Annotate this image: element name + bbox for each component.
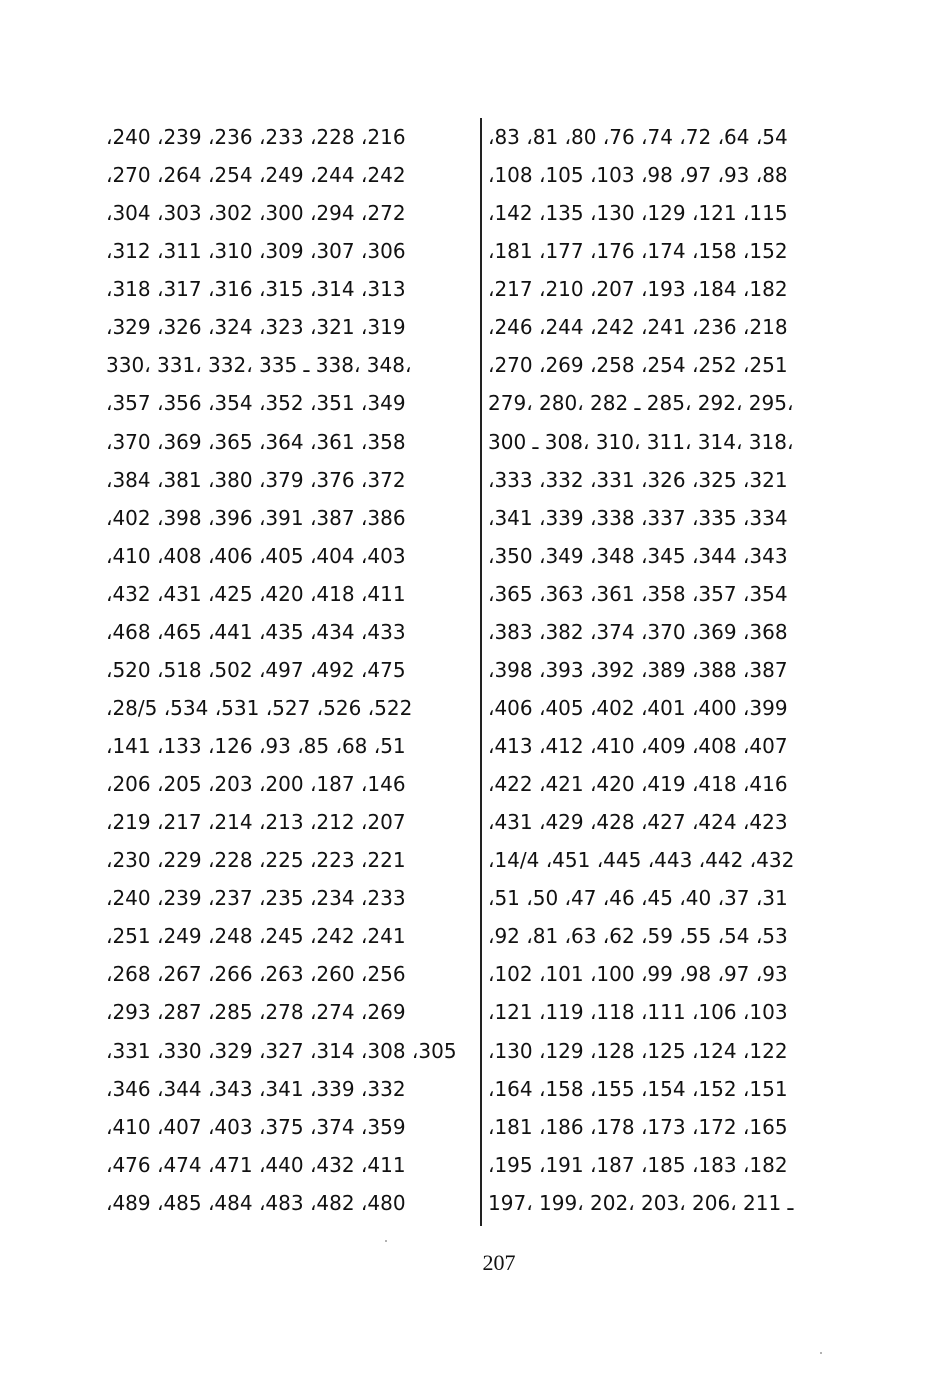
index-line: ،141 ،133 ،126 ،93 ،85 ،68 ،51: [106, 734, 406, 758]
index-line: ،402 ،398 ،396 ،391 ،387 ،386: [106, 505, 406, 530]
index-line: ،14/4 ،451 ،445 ،443 ،442 ،432: [488, 848, 795, 873]
scan-speck: [820, 1352, 822, 1354]
index-line: ،293 ،287 ،285 ،278 ،274 ،269: [106, 1000, 406, 1025]
index-line: ،329 ،326 ،324 ،323 ،321 ،319: [106, 315, 406, 340]
index-line: ،240 ،239 ،236 ،233 ،228 ،216: [106, 125, 406, 149]
index-line: ،384 ،381 ،380 ،379 ،376 ،372: [106, 467, 406, 492]
column-divider: [480, 118, 482, 1226]
index-line: ،240 ،239 ،237 ،235 ،234 ،233: [106, 886, 406, 911]
page-number: 207: [482, 1250, 516, 1275]
index-line: ،268 ،267 ،266 ،263 ،260 ،256: [106, 962, 406, 987]
index-line: ،431 ،429 ،428 ،427 ،424 ،423: [488, 810, 788, 835]
index-line: ،28/5 ،534 ،531 ،527 ،526 ،522: [106, 695, 413, 720]
right-index-column: [488, 118, 838, 1222]
index-line: ،164 ،158 ،155 ،154 ،152 ،151: [488, 1076, 788, 1101]
index-line: ،333 ،332 ،331 ،326 ،325 ،321: [488, 467, 788, 492]
index-line: ،251 ،249 ،248 ،245 ،242 ،241: [106, 924, 406, 949]
scan-speck: [385, 1240, 387, 1242]
index-line: ـ 211 ،206 ،203 ،202 ،199 ،197: [488, 1190, 794, 1215]
index-line: ،406 ،405 ،402 ،401 ،400 ،399: [488, 695, 788, 720]
index-line: ،476 ،474 ،471 ،440 ،432 ،411: [106, 1152, 406, 1177]
index-line: ،246 ،244 ،242 ،241 ،236 ،218: [488, 315, 788, 340]
index-line: ،219 ،217 ،214 ،213 ،212 ،207: [106, 810, 406, 835]
index-line: ،422 ،421 ،420 ،419 ،418 ،416: [488, 772, 788, 797]
index-line: ،410 ،408 ،406 ،405 ،404 ،403: [106, 543, 406, 568]
index-line: ،295 ،292 ،285 ـ 282 ،280 ،279: [488, 391, 794, 416]
index-line: ،270 ،269 ،258 ،254 ،252 ،251: [488, 353, 788, 378]
index-line: ،318 ،314 ،311 ،310 ،308 ـ 300: [488, 429, 794, 454]
index-line: ،331 ،330 ،329 ،327 ،314 ،308 ،305: [106, 1038, 457, 1063]
index-line: ،357 ،356 ،354 ،352 ،351 ،349: [106, 391, 406, 416]
index-line: ،383 ،382 ،374 ،370 ،369 ،368: [488, 619, 788, 644]
index-line: ،51 ،50 ،47 ،46 ،45 ،40 ،37 ،31: [488, 886, 788, 911]
index-line: ،142 ،135 ،130 ،129 ،121 ،115: [488, 201, 788, 226]
index-line: ،108 ،105 ،103 ،98 ،97 ،93 ،88: [488, 163, 788, 188]
index-line: ،83 ،81 ،80 ،76 ،74 ،72 ،64 ،54: [488, 125, 788, 149]
index-line: ،102 ،101 ،100 ،99 ،98 ،97 ،93: [488, 962, 788, 987]
index-line: ،230 ،229 ،228 ،225 ،223 ،221: [106, 848, 406, 873]
index-line: ،217 ،210 ،207 ،193 ،184 ،182: [488, 277, 788, 302]
index-line: ،520 ،518 ،502 ،497 ،492 ،475: [106, 657, 406, 682]
index-line: ،181 ،177 ،176 ،174 ،158 ،152: [488, 239, 788, 264]
index-line: ،410 ،407 ،403 ،375 ،374 ،359: [106, 1114, 406, 1139]
index-line: ،468 ،465 ،441 ،435 ،434 ،433: [106, 619, 406, 644]
left-index-column: [106, 118, 456, 1222]
index-line: ،346 ،344 ،343 ،341 ،339 ،332: [106, 1076, 406, 1101]
index-line: ،206 ،205 ،203 ،200 ،187 ،146: [106, 772, 406, 797]
index-line: ،365 ،363 ،361 ،358 ،357 ،354: [488, 581, 788, 606]
index-line: ،121 ،119 ،118 ،111 ،106 ،103: [488, 1000, 788, 1025]
index-line: ،195 ،191 ،187 ،185 ،183 ،182: [488, 1152, 788, 1177]
index-line: ،318 ،317 ،316 ،315 ،314 ،313: [106, 277, 406, 302]
index-line: ،350 ،349 ،348 ،345 ،344 ،343: [488, 543, 788, 568]
index-line: ،348 ،338 ـ 335 ،332 ،331 ،330: [106, 353, 412, 378]
index-line: ،304 ،303 ،302 ،300 ،294 ،272: [106, 201, 406, 226]
index-line: ،92 ،81 ،63 ،62 ،59 ،55 ،54 ،53: [488, 924, 788, 949]
index-line: ،341 ،339 ،338 ،337 ،335 ،334: [488, 505, 788, 530]
index-line: ،432 ،431 ،425 ،420 ،418 ،411: [106, 581, 406, 606]
index-line: ،413 ،412 ،410 ،409 ،408 ،407: [488, 734, 788, 758]
index-line: ،398 ،393 ،392 ،389 ،388 ،387: [488, 657, 788, 682]
index-line: ،130 ،129 ،128 ،125 ،124 ،122: [488, 1038, 788, 1063]
index-line: ،489 ،485 ،484 ،483 ،482 ،480: [106, 1190, 406, 1215]
index-line: ،181 ،186 ،178 ،173 ،172 ،165: [488, 1114, 788, 1139]
index-line: ،270 ،264 ،254 ،249 ،244 ،242: [106, 163, 406, 188]
index-line: ،312 ،311 ،310 ،309 ،307 ،306: [106, 239, 406, 264]
index-line: ،370 ،369 ،365 ،364 ،361 ،358: [106, 429, 406, 454]
